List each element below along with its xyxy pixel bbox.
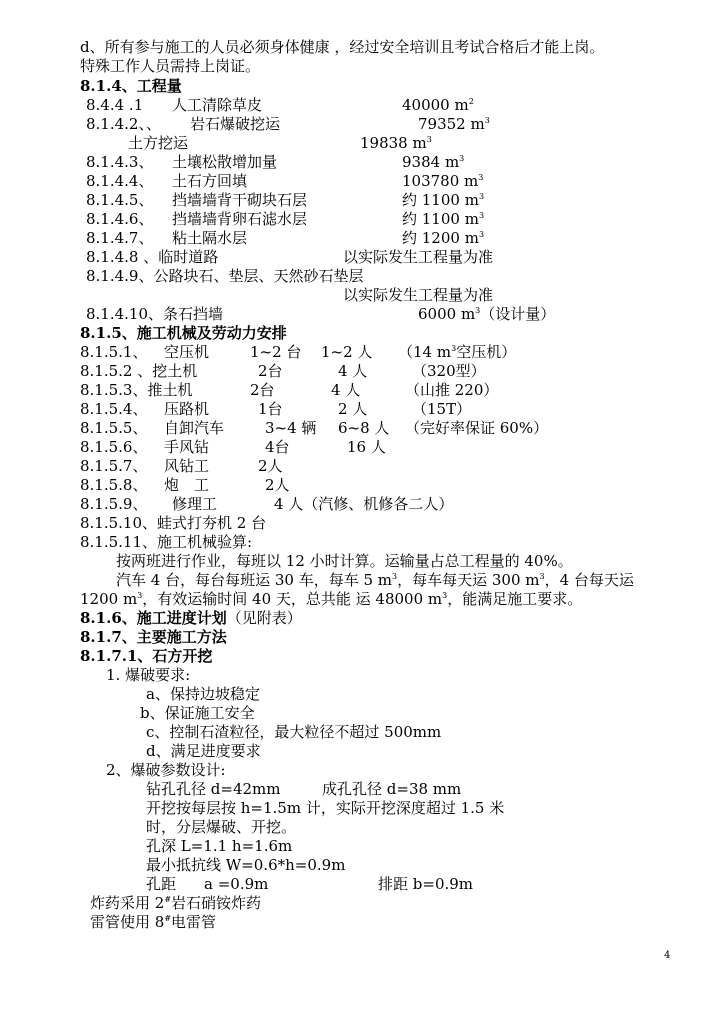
item-name: 岩石爆破挖运	[190, 115, 281, 133]
machine-row: 8.1.5.11、施工机械验算:	[80, 533, 253, 551]
item-value: 约 1100 $m^3$	[402, 191, 485, 209]
item-count: 1~2 台	[250, 343, 302, 361]
item-workers: 2人	[258, 457, 283, 475]
item-number: 8.1.4.8 、临时道路	[86, 248, 219, 266]
item-number: 8.1.4.5、	[86, 191, 154, 209]
paragraph-line: 炸药采用 2#岩石硝铵炸药	[90, 894, 262, 912]
item-value: 40000 $m^2$	[402, 96, 474, 114]
subsection-heading: 8.1.7.1、石方开挖	[80, 647, 213, 665]
item-number: 8.1.5.7、	[80, 457, 148, 475]
item-name: 挡墙墙背卵石滤水层	[172, 210, 308, 228]
list-item: d、满足进度要求	[146, 742, 261, 760]
parameter-item: 最小抵抗线 W=0.6*h=0.9m	[146, 856, 346, 874]
paragraph-line: d、所有参与施工的人员必须身体健康 ，经过安全培训且考试合格后才能上岗。	[80, 38, 605, 56]
paragraph-line: 按两班进行作业，每班以 12 小时计算。运输量占总工程量的 40%。	[116, 552, 573, 570]
item-workers: 4 人（汽修、机修各二人）	[274, 495, 454, 513]
item-value: 约 1100 $m^3$	[402, 210, 485, 228]
item-value: 以实际发生工程量为准	[343, 286, 494, 304]
item-number: 8.1.4.7、	[86, 229, 154, 247]
item-value: 19838 $m^3$	[360, 134, 432, 152]
item-name: 土壤松散增加量	[172, 153, 278, 171]
item-name: 压路机	[164, 400, 210, 418]
parameter-item: 孔距	[146, 875, 177, 893]
item-name: 风钻工	[164, 457, 210, 475]
parameter-item: a =0.9m	[204, 875, 269, 893]
section-heading: 8.1.5、施工机械及劳动力安排	[80, 324, 287, 342]
item-name: 土方挖运	[128, 134, 189, 152]
item-number: 8.1.4.2、、	[86, 115, 161, 133]
paragraph-line: 雷管使用 8#电雷管	[90, 913, 217, 931]
item-number: 8.1.5.5、	[80, 419, 148, 437]
list-heading: 1. 爆破要求:	[106, 666, 191, 684]
item-number: 8.1.5.4、	[80, 400, 148, 418]
item-note: （15T）	[412, 400, 472, 418]
paragraph-line: 1200 $m^3$，有效运输时间 40 天，总共能 运 48000 $m^3$，能满足施工要求。	[80, 590, 583, 608]
page-number: 4	[664, 950, 671, 961]
parameter-item: 钻孔孔径 d=42mm	[146, 780, 281, 798]
item-number: 8.1.5.9、	[80, 495, 148, 513]
item-number: 8.1.5.2 、挖土机	[80, 362, 198, 380]
section-heading: 8.1.7、主要施工方法	[80, 628, 227, 646]
list-item: b、保证施工安全	[140, 704, 255, 722]
parameter-item: 开挖按每层按 h=1.5m 计，实际开挖深度超过 1.5 米	[146, 799, 505, 817]
list-heading: 2、爆破参数设计:	[106, 761, 226, 779]
item-name: 土石方回填	[172, 172, 248, 190]
item-name: 自卸汽车	[164, 419, 225, 437]
item-name: 修理工	[172, 495, 218, 513]
item-count: 1台	[258, 400, 283, 418]
item-workers: 4 人	[331, 381, 361, 399]
item-workers: 2人	[265, 476, 290, 494]
item-count: 2台	[250, 381, 275, 399]
item-value: 79352 $m^3$	[418, 115, 490, 133]
item-number: 8.1.4.4、	[86, 172, 154, 190]
machine-row: 8.1.5.10、蛙式打夯机 2 台	[80, 514, 267, 532]
section-heading: 8.1.4、工程量	[80, 77, 182, 95]
item-number: 8.1.4.10、条石挡墙	[86, 305, 224, 323]
item-name: 手风钻	[164, 438, 210, 456]
item-value: 以实际发生工程量为准	[343, 248, 494, 266]
item-number: 8.1.5.1、	[80, 343, 148, 361]
item-name: 人工清除草皮	[172, 96, 263, 114]
item-workers: 2 人	[338, 400, 368, 418]
item-number: 8.1.4.3、	[86, 153, 154, 171]
item-note: （320型）	[412, 362, 486, 380]
paragraph-line: 汽车 4 台，每台每班运 30 车，每车 5 $m^3$，每车每天运 300 $m^3$，4 台每天运	[116, 571, 634, 589]
quantity-row: 8.1.4.9、公路块石、垫层、天然砂石垫层	[86, 267, 364, 285]
item-workers: 6~8 人	[338, 419, 390, 437]
parameter-item: 排距 b=0.9m	[378, 875, 474, 893]
item-count: 3~4 辆	[265, 419, 317, 437]
item-number: 8.4.4 .1	[86, 96, 144, 114]
item-value: 103780 $m^3$	[402, 172, 484, 190]
item-workers: 4 人	[338, 362, 368, 380]
item-number: 8.1.5.6、	[80, 438, 148, 456]
parameter-item: 孔深 L=1.1 h=1.6m	[146, 837, 293, 855]
item-value: 6000 $m^3$（设计量）	[418, 305, 556, 323]
item-count: 4台	[265, 438, 290, 456]
item-note: （完好率保证 60%）	[405, 419, 549, 437]
item-note: （14 $m^3$空压机）	[398, 343, 517, 361]
item-note: （山推 220）	[405, 381, 499, 399]
item-workers: 16 人	[347, 438, 386, 456]
item-count: 2台	[258, 362, 283, 380]
parameter-item: 时，分层爆破、开挖。	[146, 818, 297, 836]
item-value: 9384 $m^3$	[402, 153, 465, 171]
item-name: 炮 工	[164, 476, 210, 494]
section-heading: 8.1.6、施工进度计划（见附表）	[80, 609, 302, 627]
item-number: 8.1.5.3、推土机	[80, 381, 193, 399]
item-workers: 1~2 人	[321, 343, 373, 361]
paragraph-line: 特殊工作人员需持上岗证。	[80, 57, 261, 75]
item-name: 粘土隔水层	[172, 229, 248, 247]
item-name: 挡墙墙背干砌块石层	[172, 191, 308, 209]
item-number: 8.1.4.6、	[86, 210, 154, 228]
list-item: a、保持边坡稳定	[146, 685, 260, 703]
list-item: c、控制石渣粒径，最大粒径不超过 500mm	[146, 723, 442, 741]
item-name: 空压机	[164, 343, 210, 361]
parameter-item: 成孔孔径 d=38 mm	[322, 780, 462, 798]
item-value: 约 1200 $m^3$	[402, 229, 485, 247]
item-number: 8.1.5.8、	[80, 476, 148, 494]
